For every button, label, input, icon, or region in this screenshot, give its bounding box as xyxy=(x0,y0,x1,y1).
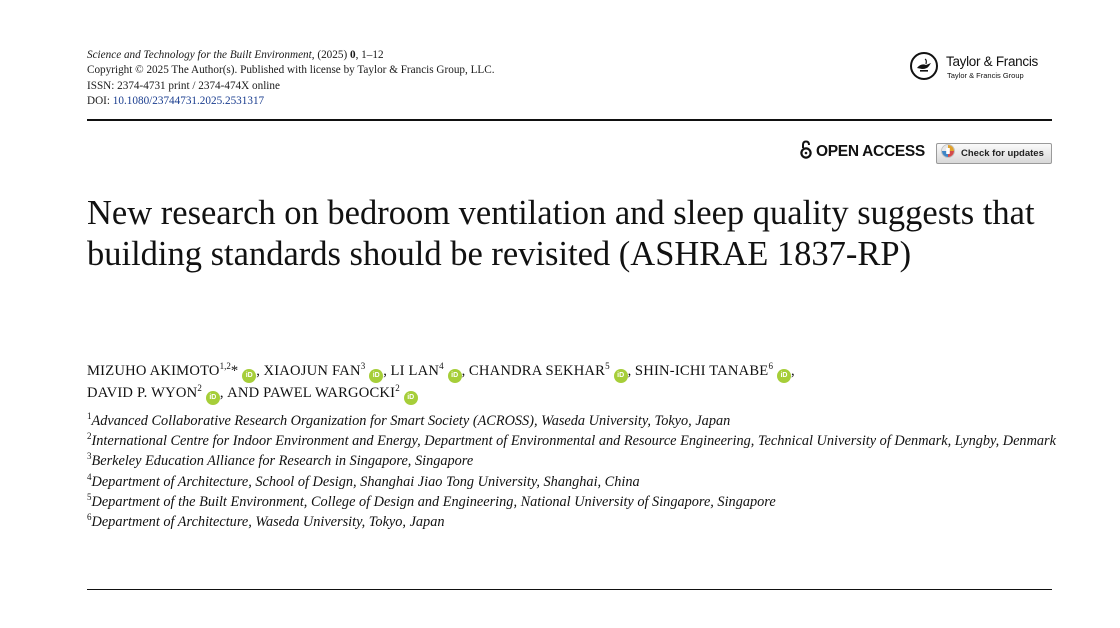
open-lock-icon xyxy=(800,140,812,164)
author-name: XIAOJUN FAN xyxy=(263,363,361,379)
affiliation-item xyxy=(87,512,1062,532)
check-for-updates-button[interactable] xyxy=(936,143,1052,164)
open-access-badge xyxy=(800,141,925,163)
affiliation-item xyxy=(87,451,1062,471)
copyright-line: Copyright © 2025 The Author(s). Published with license by Taylor & Francis Group, LLC. xyxy=(87,64,495,77)
crossmark-icon xyxy=(941,144,955,163)
doi-label: DOI: xyxy=(87,95,113,108)
affiliation-text: Advanced Collaborative Research Organization for Smart Society (ACROSS), Waseda University, Tokyo, Japan xyxy=(91,413,731,429)
author-affil-sup: 2 xyxy=(197,383,202,393)
affiliation-item xyxy=(87,431,1062,451)
author-name: MIZUHO AKIMOTO xyxy=(87,363,220,379)
orcid-icon[interactable]: iD xyxy=(614,369,628,383)
author-name: SHIN-ICHI TANABE xyxy=(634,363,769,379)
affiliation-number: 1 xyxy=(87,411,92,421)
open-access-label: OPEN ACCESS xyxy=(816,143,925,160)
affiliation-number: 2 xyxy=(87,431,92,442)
orcid-icon[interactable]: iD xyxy=(242,369,256,383)
author-separator: , xyxy=(256,363,264,379)
affiliation-text: Department of Architecture, Waseda University, Tokyo, Japan xyxy=(91,514,445,531)
author-name: LI LAN xyxy=(390,363,440,379)
affiliation-number: 3 xyxy=(87,451,92,462)
affiliation-text: Department of Architecture, School of Design, Shanghai Jiao Tong University, Shanghai, China xyxy=(91,473,640,490)
author-affil-sup: 3 xyxy=(360,361,366,371)
publisher-logo[interactable] xyxy=(910,52,1060,84)
author-separator: , xyxy=(383,363,391,379)
author-list xyxy=(87,361,1062,405)
issn-line: ISSN: 2374-4731 print / 2374-474X online xyxy=(87,79,280,92)
corresponding-mark: * xyxy=(230,363,239,379)
orcid-icon[interactable]: iD xyxy=(777,369,791,383)
journal-header xyxy=(87,48,707,110)
author-separator: , xyxy=(627,363,635,379)
author-affil-sup: 4 xyxy=(439,361,444,371)
doi-link[interactable]: 10.1080/23744731.2025.2531317 xyxy=(112,95,265,108)
affiliation-item xyxy=(87,411,1062,431)
year-issue: , (2025) xyxy=(311,49,350,61)
affiliation-number: 6 xyxy=(87,512,92,523)
header-rule xyxy=(87,119,1052,121)
affiliation-number: 4 xyxy=(87,471,92,482)
author-name: DAVID P. WYON xyxy=(87,385,198,401)
orcid-icon[interactable]: iD xyxy=(369,369,383,383)
doi-line xyxy=(87,94,707,109)
citation-line xyxy=(87,48,707,63)
volume-number: 0 xyxy=(349,49,356,61)
taylor-francis-lamp-logo-icon xyxy=(910,52,938,80)
affiliation-item xyxy=(87,492,1062,512)
affiliation-text: International Centre for Indoor Environment and Energy, Department of Environmental and Resource Engineering, Technical University of Denmark, Lyngby, Denmark xyxy=(91,433,1056,450)
author-name: CHANDRA SEKHAR xyxy=(468,363,606,379)
affiliation-text: Department of the Built Environment, College of Design and Engineering, National University of Singapore, Singapore xyxy=(91,493,776,510)
affiliation-text: Berkeley Education Alliance for Research in Singapore, Singapore xyxy=(91,453,474,470)
author-affil-sup: 1,2 xyxy=(219,361,231,371)
orcid-icon[interactable]: iD xyxy=(448,369,462,383)
affiliation-list xyxy=(87,411,1062,532)
author-name: AND PAWEL WARGOCKI xyxy=(227,385,396,401)
author-affil-sup: 2 xyxy=(395,383,400,393)
affiliation-item xyxy=(87,472,1062,492)
author-separator: , xyxy=(790,363,795,379)
article-title: New research on bedroom ventilation and sleep quality suggests that building standards should be revisited (ASHRAE 1837-RP) xyxy=(87,194,1035,273)
publisher-name: Taylor & Francis xyxy=(946,54,1038,69)
author-separator: , xyxy=(219,385,228,401)
publisher-group: Taylor & Francis Group xyxy=(947,71,1024,80)
footer-rule xyxy=(87,589,1052,590)
author-affil-sup: 6 xyxy=(768,361,773,371)
author-separator: , xyxy=(461,363,469,379)
affiliation-number: 5 xyxy=(87,491,92,502)
orcid-icon[interactable]: iD xyxy=(404,391,418,405)
author-affil-sup: 5 xyxy=(605,361,610,371)
page-range: , 1–12 xyxy=(355,49,384,61)
check-for-updates-label: Check for updates xyxy=(961,148,1044,159)
orcid-icon[interactable]: iD xyxy=(206,391,220,405)
journal-name: Science and Technology for the Built Environment xyxy=(87,49,312,61)
